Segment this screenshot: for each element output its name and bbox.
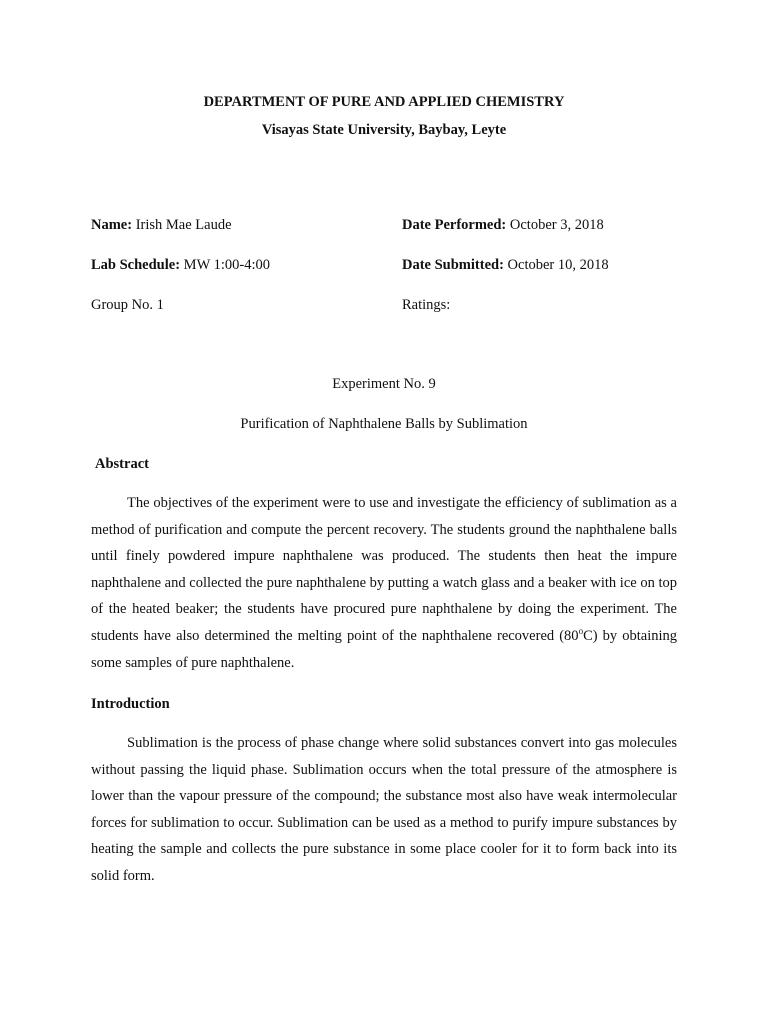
abstract-text-end: C) by obtaining some samples of pure naphthalene. [91, 627, 678, 671]
degree-superscript: o [578, 626, 584, 637]
name-label: Name: [91, 217, 133, 233]
lab-schedule-label: Lab Schedule: [91, 257, 181, 273]
date-performed-value: October 3, 2018 [506, 217, 604, 233]
introduction-paragraph: Sublimation is the process of phase change where solid substances convert into gas molecules without passing the liquid phase. Sublimation occurs when the total pressure of the atmosphere is lower than the vapour pressure of the compound; the substance most also have weak intermolecular forces for sublimation to occur. Sublimation can be used as a method to purify impure substances by heating the sample and collects the pure substance in some place cooler for it to form back into its solid form. [91, 735, 677, 884]
name-value: Irish Mae Laude [132, 217, 232, 233]
date-submitted-label: Date Submitted: [402, 257, 504, 273]
name-field [91, 217, 232, 234]
lab-schedule-field [91, 257, 270, 274]
department-title: DEPARTMENT OF PURE AND APPLIED CHEMISTRY [203, 94, 565, 110]
lab-schedule-value: MW 1:00-4:00 [180, 257, 270, 273]
date-submitted-field [402, 257, 609, 274]
group-number: Group No. 1 [91, 297, 164, 313]
abstract-heading: Abstract [95, 456, 149, 472]
abstract-text: The objectives of the experiment were to use and investigate the efficiency of sublimation as a method of purification and compute the percent recovery. The students ground the naphthalene balls until finely powdered impure naphthalene was produced. The students then heat the impure naphthalene and collected the pure naphthalene by putting a watch glass and a beaker with ice on top of the heated beaker; the students have procured pure naphthalene by doing the experiment. The students have also determined the melting point of the naphthalene recovered (80 [91, 495, 677, 644]
abstract-paragraph [91, 490, 677, 676]
university-subtitle: Visayas State University, Baybay, Leyte [261, 122, 507, 138]
experiment-number: Experiment No. 9 [332, 376, 436, 392]
experiment-title: Purification of Naphthalene Balls by Sublimation [240, 416, 528, 432]
date-submitted-value: October 10, 2018 [503, 257, 609, 273]
introduction-heading: Introduction [91, 696, 170, 712]
date-performed-label: Date Performed: [402, 217, 507, 233]
date-performed-field [402, 217, 604, 234]
ratings-label: Ratings: [402, 297, 451, 313]
